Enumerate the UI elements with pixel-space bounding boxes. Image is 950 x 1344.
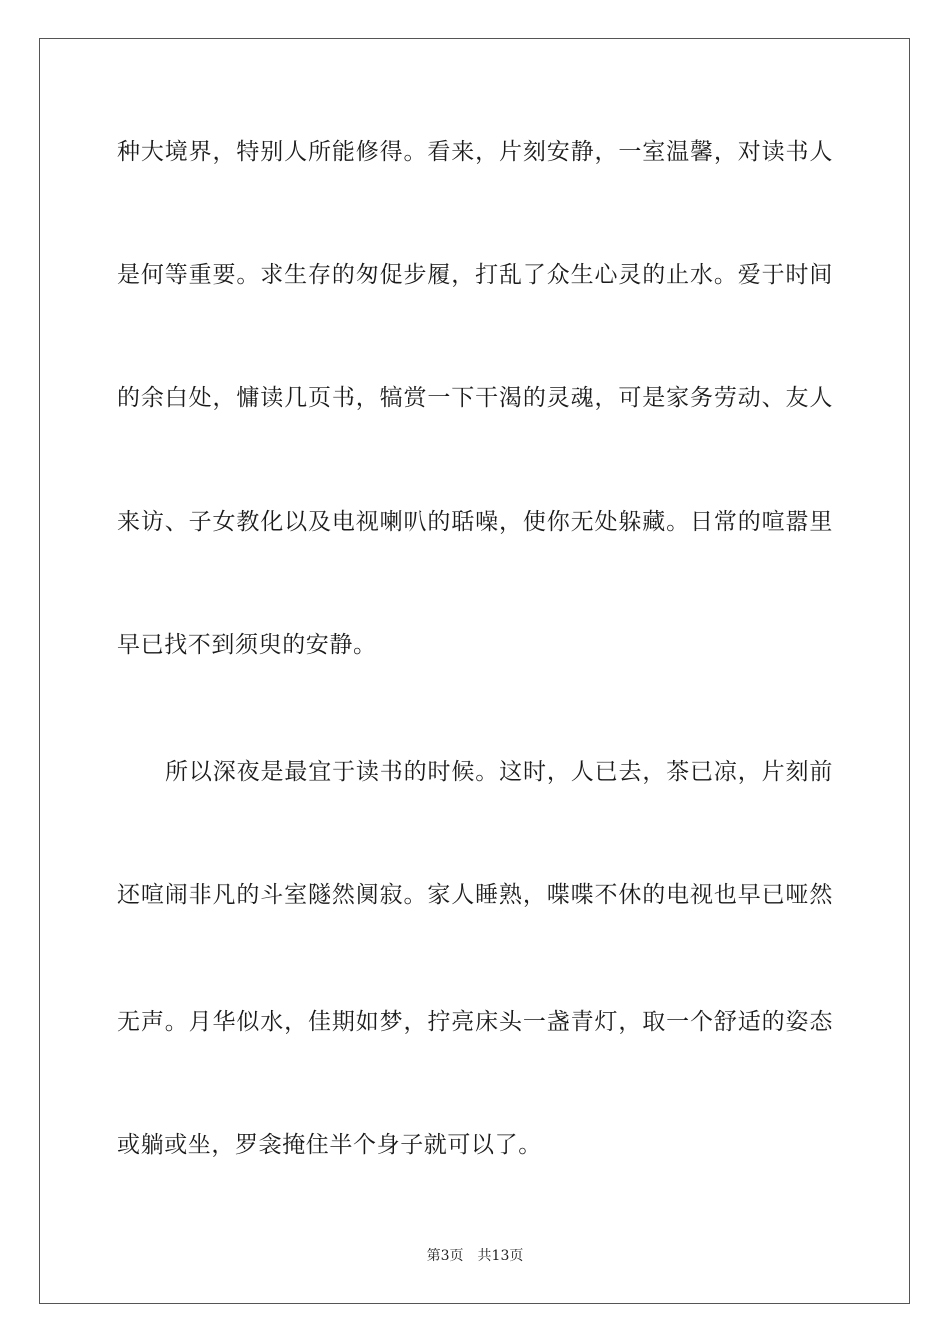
page-footer bbox=[0, 1247, 950, 1265]
page-number: 第3页 bbox=[426, 1248, 464, 1264]
total-pages: 共13页 bbox=[477, 1248, 524, 1264]
text-line-2: 是何等重要。求生存的匆促步履，打乱了众生心灵的止水。爱于时间 bbox=[117, 262, 833, 288]
text-line-1: 种大境界，特别人所能修得。看来，片刻安静，一室温馨，对读书人 bbox=[117, 139, 833, 165]
text-line-3: 的余白处，慵读几页书，犒赏一下干渴的灵魂，可是家务劳动、友人 bbox=[117, 385, 833, 411]
text-line-7: 还喧闹非凡的斗室隧然阒寂。家人睡熟，喋喋不休的电视也早已哑然 bbox=[117, 882, 833, 908]
page-frame bbox=[39, 38, 910, 1304]
text-line-5: 早已找不到须臾的安静。 bbox=[117, 632, 377, 658]
text-line-4: 来访、子女教化以及电视喇叭的聒噪，使你无处躲藏。日常的喧嚣里 bbox=[117, 509, 833, 535]
text-line-9: 或躺或坐，罗衾掩住半个身子就可以了。 bbox=[117, 1132, 542, 1158]
text-line-8: 无声。月华似水，佳期如梦，拧亮床头一盏青灯，取一个舒适的姿态 bbox=[117, 1009, 833, 1035]
text-line-6: 所以深夜是最宜于读书的时候。这时，人已去，茶已凉，片刻前 bbox=[165, 759, 833, 785]
